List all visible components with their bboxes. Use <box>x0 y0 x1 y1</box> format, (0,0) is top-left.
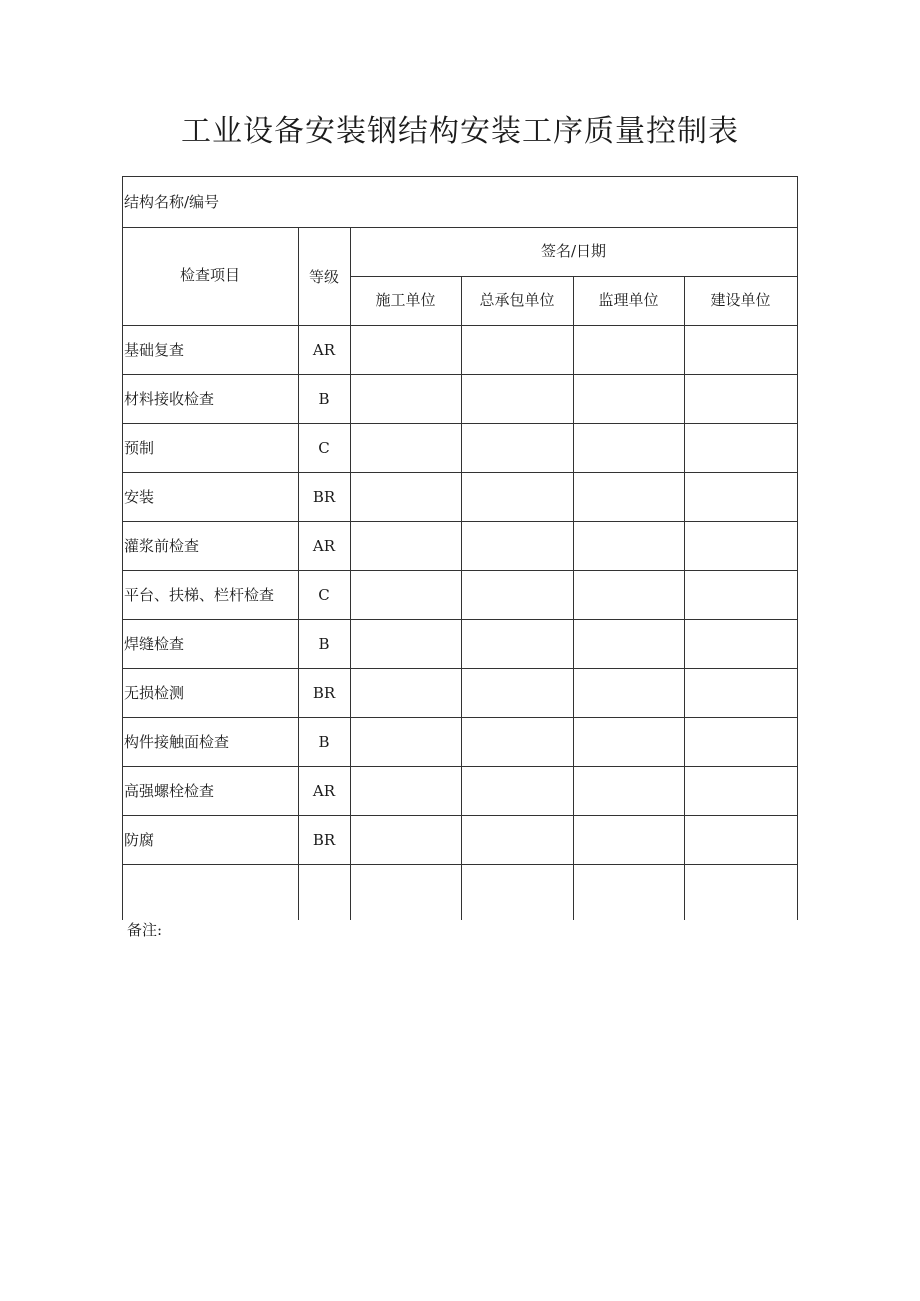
table-rule-horizontal <box>122 325 798 326</box>
check-grade: C <box>318 586 330 604</box>
remark-label: 备注: <box>127 921 163 939</box>
check-item: 防腐 <box>124 831 155 849</box>
table-rule-vertical <box>122 176 123 920</box>
check-grade: B <box>318 390 330 408</box>
table-rule-horizontal <box>122 717 798 718</box>
check-item: 平台、扶梯、栏杆检查 <box>124 586 275 604</box>
table-rule-horizontal <box>122 766 798 767</box>
check-item: 安装 <box>124 488 155 506</box>
check-item: 材料接收检查 <box>124 390 215 408</box>
check-item: 预制 <box>124 439 155 457</box>
check-grade: BR <box>312 488 336 506</box>
table-rule-horizontal <box>122 472 798 473</box>
check-grade: BR <box>312 831 336 849</box>
table-rule-vertical <box>461 276 462 920</box>
table-rule-horizontal <box>122 668 798 669</box>
table-rule-horizontal <box>350 276 798 277</box>
check-item: 高强螺栓检查 <box>124 782 215 800</box>
table-rule-horizontal <box>122 619 798 620</box>
table-rule-horizontal <box>122 521 798 522</box>
check-grade: AR <box>312 782 336 800</box>
table-rule-horizontal <box>122 570 798 571</box>
header-item: 检查项目 <box>179 266 240 284</box>
header-grade: 等级 <box>308 268 339 286</box>
table-rule-horizontal <box>122 815 798 816</box>
check-grade: B <box>318 635 330 653</box>
check-grade: AR <box>312 537 336 555</box>
header-unit-supervision: 监理单位 <box>598 291 659 309</box>
check-grade: C <box>318 439 330 457</box>
check-item: 灌浆前检查 <box>124 537 200 555</box>
structure-name-label: 结构名称/编号 <box>124 193 220 211</box>
check-item: 构件接触面检查 <box>124 733 230 751</box>
header-unit-construction: 施工单位 <box>375 291 436 309</box>
table-rule-horizontal <box>122 227 798 228</box>
check-item: 基础复查 <box>124 341 185 359</box>
table-rule-horizontal <box>122 864 798 865</box>
table-rule-vertical <box>797 176 798 920</box>
header-unit-general-contractor: 总承包单位 <box>479 291 555 309</box>
table-rule-vertical <box>298 227 299 920</box>
check-grade: AR <box>312 341 336 359</box>
table-rule-vertical <box>684 276 685 920</box>
table-rule-vertical <box>573 276 574 920</box>
quality-control-form <box>122 176 797 920</box>
header-unit-owner: 建设单位 <box>710 291 771 309</box>
table-rule-horizontal <box>122 176 798 177</box>
table-rule-horizontal <box>122 423 798 424</box>
header-signature-date: 签名/日期 <box>540 242 607 260</box>
table-rule-vertical <box>350 227 351 920</box>
check-item: 无损检测 <box>124 684 185 702</box>
check-grade: BR <box>312 684 336 702</box>
check-item: 焊缝检查 <box>124 635 185 653</box>
table-rule-horizontal <box>122 374 798 375</box>
page-title: 工业设备安装钢结构安装工序质量控制表 <box>181 114 739 149</box>
check-grade: B <box>318 733 330 751</box>
